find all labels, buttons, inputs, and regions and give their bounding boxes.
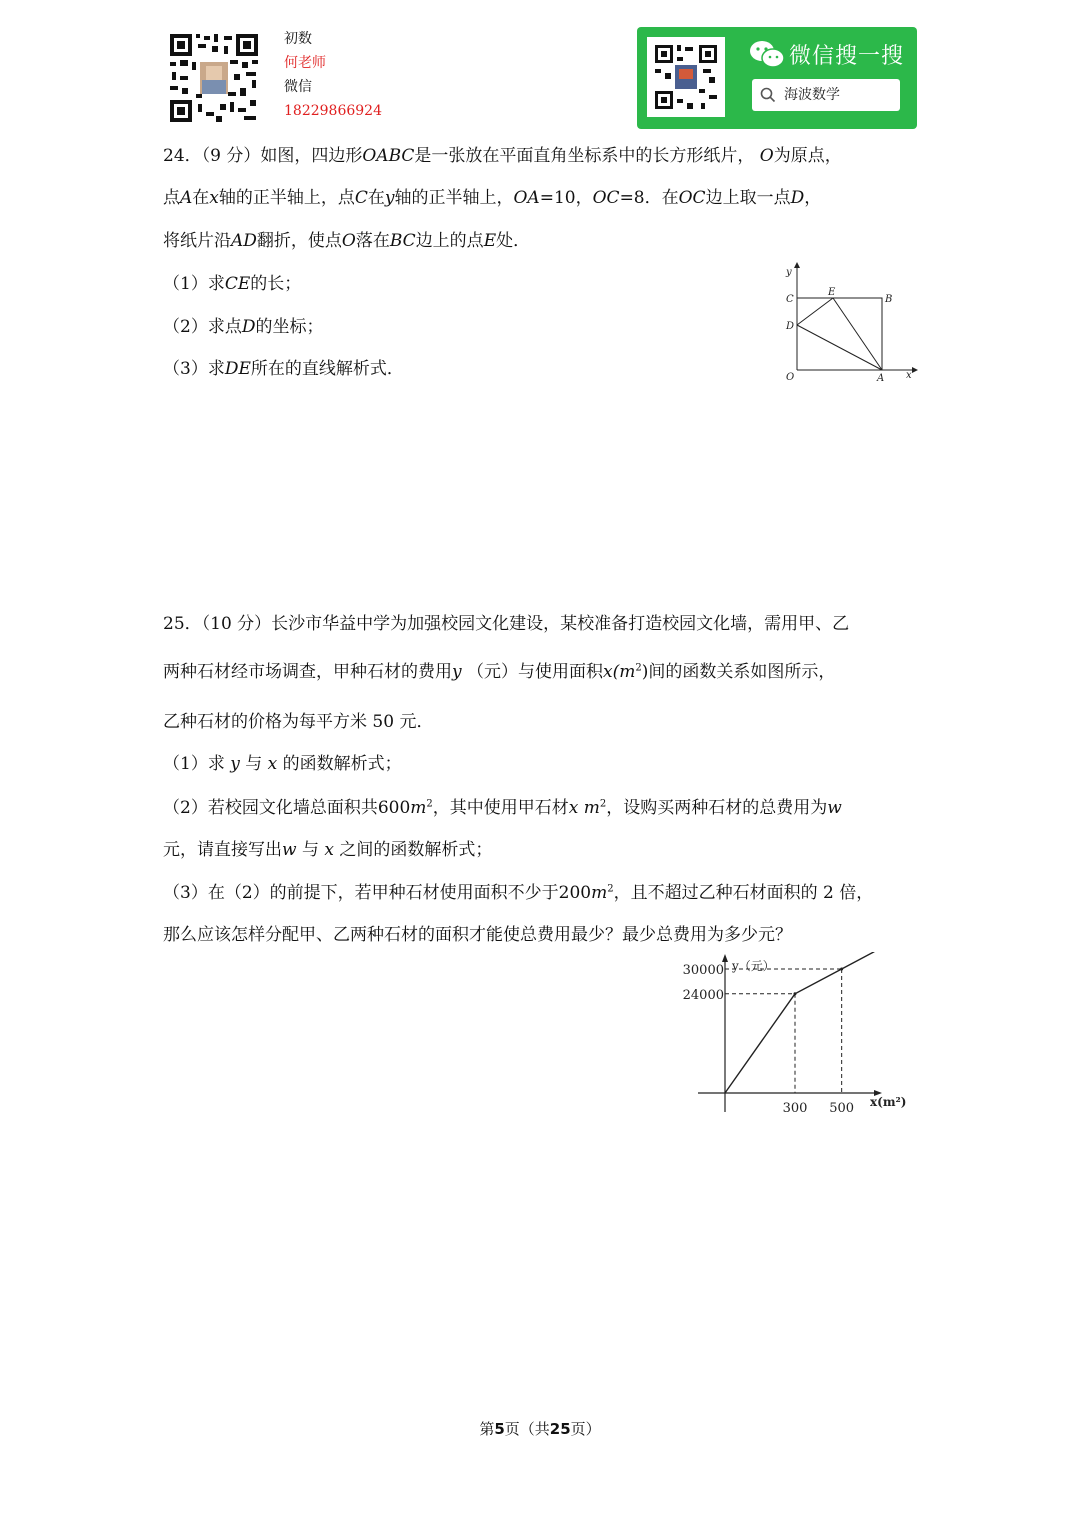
p25-line-2: 两种石材经市场调查，甲种石材的费用y （元）与使用面积$x(m^2)$间的函数关系如图所示，: [163, 662, 836, 682]
label-e: E: [828, 287, 836, 298]
teacher-qr-code: [168, 32, 260, 124]
contact-subject: 初数: [284, 31, 312, 47]
segment-da: [797, 325, 882, 370]
cost-chart: [676, 952, 922, 1120]
label-a: A: [877, 373, 885, 384]
p24-question-2: （2）求点D的坐标；: [163, 317, 324, 337]
y-axis-arrow-icon: [794, 262, 800, 268]
badge-title: 微信搜一搜: [789, 44, 905, 69]
search-icon: [760, 87, 776, 103]
p24-line-1: 24．（9 分）如图，四边形OABC是一张放在平面直角坐标系中的长方形纸片， O为原点，: [163, 146, 842, 166]
p25-question-3-line-1: （3）在（2）的前提下，若甲种石材使用面积不少于$200m^2$，且不超过乙种石材面积的 2 倍，: [163, 883, 874, 903]
teacher-contact: [284, 27, 382, 123]
label-b: B: [885, 294, 893, 305]
p24-question-3: （3）求DE所在的直线解析式．: [163, 359, 404, 379]
p24-line-2: 点A在x轴的正半轴上，点C在y轴的正半轴上，OA=10，OC=8．在OC边上取一点D，: [163, 188, 822, 208]
label-d: D: [786, 321, 795, 332]
badge-search-box[interactable]: [752, 79, 900, 111]
p25-question-3-line-2: 那么应该怎样分配甲、乙两种石材的面积才能使总费用最少？最少总费用为多少元？: [163, 925, 792, 945]
p25-question-1: （1）求 y 与 x 的函数解析式；: [163, 754, 402, 774]
p24-line-3: 将纸片沿AD翻折，使点O落在BC边上的点E处．: [163, 231, 531, 251]
label-y: y: [786, 267, 792, 278]
x-axis-arrow-icon: [912, 367, 918, 373]
p25-line-1: 25．（10 分）长沙市华益中学为加强校园文化建设，某校准备打造校园文化墙，需用甲、乙: [163, 614, 850, 634]
contact-wechat-label: 微信: [284, 79, 312, 95]
y-tick-label: 30000: [682, 963, 724, 978]
rect-sides: [797, 298, 882, 370]
chart-y-label: y（元）: [732, 959, 775, 973]
chart-y-arrow-icon: [722, 954, 728, 962]
p24-question-1: （1）求CE的长；: [163, 274, 302, 294]
badge-search-text: 海波数学: [784, 87, 840, 103]
p25-line-3: 乙种石材的价格为每平方米 50 元．: [163, 712, 434, 732]
series-line: [725, 952, 874, 1093]
page-footer: 第5页（共25页）: [479, 1420, 601, 1438]
x-tick-label: 300: [782, 1101, 808, 1116]
y-tick-label: 24000: [682, 987, 724, 1003]
segment-ea: [833, 298, 882, 370]
p25-question-2-line-2: 元，请直接写出w 与 x 之间的函数解析式；: [163, 840, 493, 860]
x-tick-label: 500: [829, 1101, 855, 1116]
data-point: [840, 968, 843, 971]
badge-qr-code: [647, 37, 725, 117]
segment-de: [797, 298, 833, 325]
figure-rectangle-oabc: [778, 262, 920, 384]
wechat-logo-icon: [749, 39, 785, 69]
label-x: x: [906, 370, 912, 381]
contact-phone: 18229866924: [284, 103, 382, 119]
contact-teacher: 何老师: [284, 55, 326, 71]
p25-question-2-line-1: （2）若校园文化墙总面积共$600m^2$，其中使用甲石材x $m^2$，设购买两种石材的总费用为w: [163, 798, 842, 818]
wechat-search-badge: [637, 27, 917, 129]
label-o: O: [786, 372, 795, 383]
chart-x-label: x(m²): [870, 1095, 907, 1109]
data-point: [794, 992, 797, 995]
label-c: C: [786, 294, 794, 305]
